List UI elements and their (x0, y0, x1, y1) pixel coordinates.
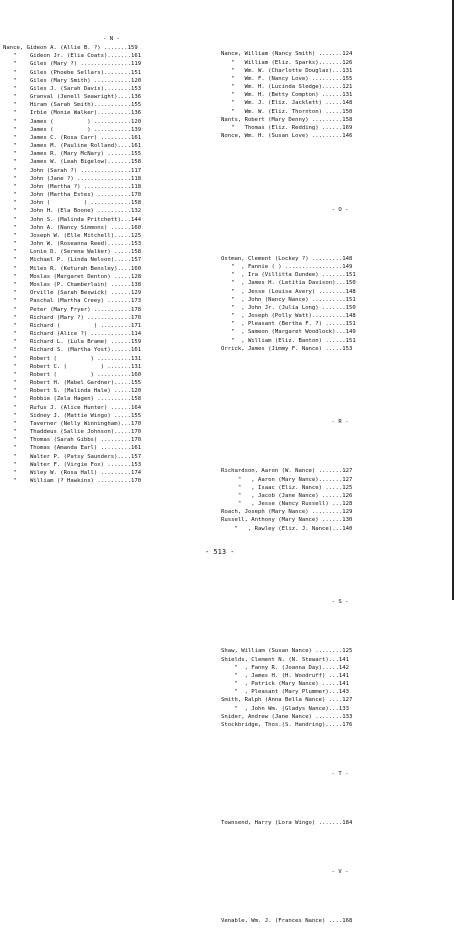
index-entry: " Gideon Jr. (Elia Coats).......161 (3, 53, 142, 60)
index-entry: " James C. (Rosa Carr) .........161 (3, 134, 142, 141)
index-entry: " , John Wm. (Gladys Nance)...133 (221, 705, 349, 712)
index-entry: " Richard (Alice ?) ............114 (3, 331, 142, 338)
index-entry: " Wiley W. (Rosa Hall) .........174 (3, 469, 142, 476)
index-entry: " Granval (Jenell Seawright)....136 (3, 94, 142, 101)
section-heading-o: - O - (331, 206, 349, 213)
index-entry: " John S. (Malinda Pritchett)...144 (3, 216, 142, 223)
index-entry: " Robert C. ( ) .......131 (3, 363, 142, 370)
index-entry: " , John Jr. (Julia Long) .......150 (221, 304, 356, 311)
index-entry: " Hiram (Sarah Smith)...........155 (3, 102, 142, 109)
index-entry: " , Pleasant (Bertha F. ?) ......151 (221, 321, 356, 328)
index-entry: Ostman, Clement (Lockey ?) .........148 (221, 255, 353, 262)
index-entry: " , Patrick (Mary Nance) .....141 (221, 681, 349, 688)
index-entry: " Robert ( ) ..........160 (3, 371, 142, 378)
page-edge-bar (452, 0, 454, 600)
index-entry: Nance, William (Nancy Smith) .......124 (221, 51, 353, 58)
index-entry: " , Joseph (Polly Watt)..........148 (221, 313, 356, 320)
section-t-list (221, 819, 459, 827)
index-entry: " Wm. W. (Charlotte Douglas)...131 (221, 67, 353, 74)
index-entry: Nants, Robert (Mary Denny) .........158 (221, 116, 353, 123)
nance-continued-list (221, 50, 459, 140)
index-entry: " Thomas (Amanda Earl) .........161 (3, 445, 142, 452)
index-entry: Nonce, Wm. H. (Susan Love) .........146 (221, 133, 353, 140)
index-entry: " John ( ) ............158 (3, 200, 142, 207)
index-entry: " John (Martha Estes) ..........170 (3, 192, 142, 199)
index-entry: Townsend, Harry (Lora Wingo) .......184 (221, 820, 353, 827)
index-entry: Russell, Anthony (Mary Nance) ......130 (221, 517, 353, 524)
index-entry: " , Isaac (Eliz. Nance) .....125 (221, 484, 353, 491)
index-entry: " Irbie (Monie Walker)..........136 (3, 110, 142, 117)
index-entry: Roach, Joseph (Mary Nance) .........129 (221, 509, 353, 516)
index-entry: " Orville (Sarah Beswick) ......129 (3, 290, 142, 297)
index-entry: " , James H. (H. Woodruff) ...141 (221, 672, 349, 679)
left-column (3, 44, 199, 485)
section-heading-r: - R - (331, 419, 349, 426)
index-entry: " , Ira (Villitta Dundee) .......151 (221, 272, 356, 279)
index-entry: " Giles (Mary Smith) ...........120 (3, 77, 142, 84)
index-entry: Richardson, Aaron (W. Nance) .......127 (221, 468, 353, 475)
index-entry: " John (Sarah ?) ...............117 (3, 167, 142, 174)
index-entry: " , John (Nancy Nance) ..........151 (221, 296, 356, 303)
index-entry: " Richard L. (Lula Brame) ......159 (3, 339, 142, 346)
index-entry: " Rufus J. (Alice Hunter) ......164 (3, 404, 142, 411)
section-heading-s: - S - (331, 599, 349, 606)
section-o-list (221, 255, 459, 353)
index-entry: " Wm. H. (Betty Compton) ......131 (221, 92, 353, 99)
index-entry: Stockbridge, Thos.(S. Handring).....176 (221, 721, 353, 728)
section-r-list (221, 467, 459, 532)
index-entry: " , Jesse (Nancy Russell) ...128 (221, 501, 353, 508)
index-entry: " , William (Eliz. Banton) ......151 (221, 337, 356, 344)
index-entry: " , Aaron (Mary Nance).......127 (221, 476, 353, 483)
index-entry: " Michael P. (Linda Nelson).....157 (3, 257, 142, 264)
index-entry: " Robert ( ) ..........131 (3, 355, 142, 362)
index-entry: " Giles (Mary ?) ...............119 (3, 61, 142, 68)
index-entry: " Thomas (Sarah Gibbs) .........170 (3, 437, 142, 444)
index-entry: " Moslas (P. Chamberlain) ......138 (3, 281, 142, 288)
index-entry: " , James H. (Letitia Davison)...150 (221, 280, 356, 287)
right-column (221, 34, 459, 942)
index-entry: " , Pleasant (Mary Plummer)...143 (221, 689, 349, 696)
index-entry: " William (Eliz. Sparks).......126 (221, 59, 353, 66)
section-v-list (221, 917, 459, 925)
section-s-list (221, 647, 459, 729)
index-entry: " , Fanny R. (Joanna Day).....142 (221, 664, 349, 671)
index-entry: " Robbie (Zela Hagen) ..........158 (3, 396, 142, 403)
index-entry: " James M. (Pauline Rolland)....161 (3, 143, 142, 150)
index-entry: " James ( ) ...........120 (3, 118, 142, 125)
index-entry: " Lonie D. (Serena Walker) .....158 (3, 249, 142, 256)
index-entry: " , Sameon (Margaret Woodlock)...149 (221, 329, 356, 336)
section-heading-v: - V - (331, 869, 349, 876)
index-entry: " James ( ) ...........139 (3, 126, 142, 133)
section-heading-t: - T - (331, 771, 349, 778)
index-entry: " Robert H. (Mabel Gardner).....155 (3, 380, 142, 387)
index-entry: Venable, Wm. J. (Frances Nance) ....168 (221, 918, 353, 925)
index-entry: " James R. (Mary McNary) .......155 (3, 151, 142, 158)
index-entry: " Thaddeus (Sallie Johnson).....170 (3, 429, 142, 436)
index-entry: Shaw, William (Susan Nance) ........125 (221, 648, 353, 655)
index-entry: " Joseph W. (Elle Mitchell).....125 (3, 232, 142, 239)
index-entry: " James W. (Leah Bigelow).......158 (3, 159, 142, 166)
index-entry: " John W. (Roseanna Reed).......153 (3, 241, 142, 248)
index-entry: Nance, Gideon A. (Allie B. ?) .......159 (3, 45, 138, 51)
index-entry: " , Fannie ( ) .................149 (221, 264, 353, 270)
index-entry: Orrick, James (Jimmy F. Nance) .....153 (221, 345, 353, 352)
index-entry: " John (Martha ?) ..............118 (3, 183, 142, 190)
index-entry: " Wm. F. (Nancy Love) .........155 (221, 75, 353, 82)
index-entry: " Peter (Mary Fryer) ...........178 (3, 306, 142, 313)
index-entry: " Taverner (Nelly Winningham)...170 (3, 420, 142, 427)
index-entry: " Moslas (Margaret Denton) .....128 (3, 273, 142, 280)
index-entry: " Robert S. (Malinda Hale) .....120 (3, 388, 142, 395)
index-entry: " Paschal (Martha Creey) .......173 (3, 298, 142, 305)
index-entry: Smith, Ralph (Anna Bella Nance) ....127 (221, 697, 353, 704)
page-number: - 513 - (205, 548, 235, 556)
section-heading-n: - N - (103, 36, 120, 42)
index-entry: " Sidney J. (Mattie Wingo) .....155 (3, 412, 142, 419)
index-entry: " Richard (Mary ?) .............170 (3, 314, 142, 321)
index-entry: " , Jacob (Jane Nance) ......126 (221, 492, 353, 499)
index-entry: " William (? Hawkins) ..........170 (3, 478, 142, 485)
index-entry: " John (Jane ?) ................118 (3, 175, 142, 182)
index-entry: " Wm. J. (Eliz. Jacklett) .....148 (221, 100, 353, 107)
index-entry: " Richard ( ) .........171 (3, 322, 142, 329)
index-entry: " Walter P. (Patsy Saunders)....157 (3, 453, 142, 460)
index-entry: " Thomas (Eliz. Redding) ......169 (221, 124, 353, 131)
index-entry: " Miles R. (Keturah Bensley)....160 (3, 265, 142, 272)
index-entry: " Wm. W. (Eliz. Thornton) .....150 (221, 108, 353, 115)
index-entry: " Giles (Phoebe Sellars)........151 (3, 69, 142, 76)
index-entry: " Walter F. (Virgie Fox) .......153 (3, 461, 142, 468)
index-entry: Shields, Clement N. (N. Stewart)...141 (221, 656, 349, 663)
index-entry: Snider, Andrew (Jane Nance) ........133 (221, 713, 353, 720)
index-entry: " Richard S. (Martha Yost)......161 (3, 347, 142, 354)
index-entry: " , Rawley (Eliz. J. Nance)...140 (221, 525, 353, 532)
index-entry: " Giles J. (Sarah Davis)........153 (3, 85, 142, 92)
index-entry: " , Jesse (Louisa Avery) ........148 (221, 288, 356, 295)
index-entry: " John A. (Nancy Simmons) ......160 (3, 224, 142, 231)
index-entry: " John H. (Ela Boone) ..........132 (3, 208, 142, 215)
index-entry: " Wm. H. (Lucinda Sledge)......121 (221, 84, 353, 91)
